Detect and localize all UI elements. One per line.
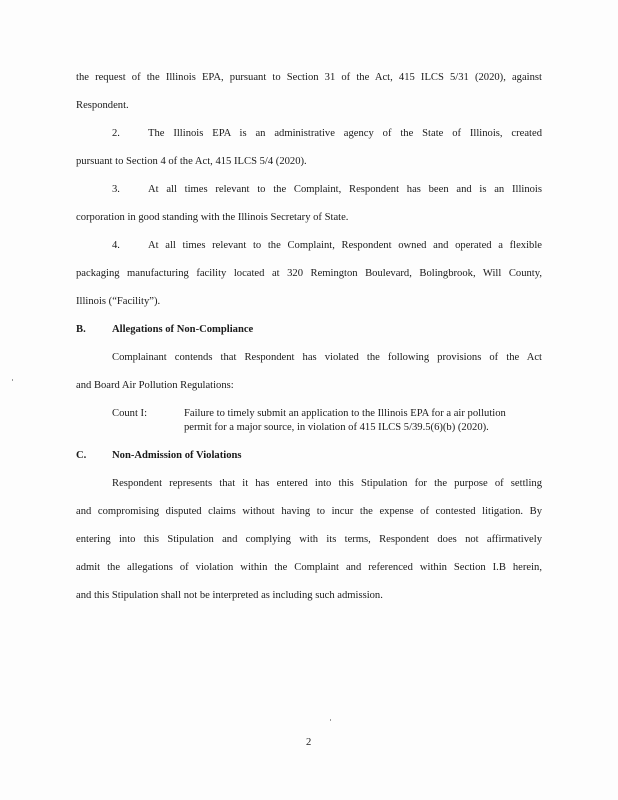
body-text-line: admit the allegations of violation within the Complaint and referenced within Section I.B herein, <box>76 562 542 573</box>
body-text-line: the request of the Illinois EPA, pursuant to Section 31 of the Act, 415 ILCS 5/31 (2020), against <box>76 72 542 83</box>
section-heading: Allegations of Non-Compliance <box>112 324 254 335</box>
section-letter: C. <box>76 450 87 461</box>
paragraph-number: 4. <box>112 240 120 251</box>
page-number: 2 <box>306 737 312 748</box>
body-text-line: entering into this Stipulation and complying with its terms, Respondent does not affirmatively <box>76 534 542 545</box>
count-label: Count I: <box>112 408 148 419</box>
body-text-line: The Illinois EPA is an administrative agency of the State of Illinois, created <box>148 128 542 139</box>
body-text-line: Complainant contends that Respondent has violated the following provisions of the Act <box>112 352 542 363</box>
paragraph-number: 3. <box>112 184 120 195</box>
body-text-line: corporation in good standing with the Illinois Secretary of State. <box>76 212 349 223</box>
body-text-line: Respondent represents that it has entered into this Stipulation for the purpose of settling <box>112 478 542 489</box>
section-heading: Non-Admission of Violations <box>112 450 242 461</box>
paragraph-number: 2. <box>112 128 120 139</box>
scan-speck <box>12 379 13 381</box>
body-text-line: Respondent. <box>76 100 129 111</box>
body-text-line: At all times relevant to the Complaint, Respondent owned and operated a flexible <box>148 240 542 251</box>
body-text-line: pursuant to Section 4 of the Act, 415 ILCS 5/4 (2020). <box>76 156 307 167</box>
body-text-line: and this Stipulation shall not be interpreted as including such admission. <box>76 590 383 601</box>
body-text-line: Illinois (“Facility”). <box>76 296 161 307</box>
section-letter: B. <box>76 324 86 335</box>
body-text-line: and compromising disputed claims without having to incur the expense of contested litigation. By <box>76 506 542 517</box>
body-text-line: At all times relevant to the Complaint, Respondent has been and is an Illinois <box>148 184 542 195</box>
count-text-line: Failure to timely submit an application to the Illinois EPA for a air pollution <box>184 408 506 419</box>
body-text-line: packaging manufacturing facility located at 320 Remington Boulevard, Bolingbrook, Will County, <box>76 268 542 279</box>
count-text-line: permit for a major source, in violation of 415 ILCS 5/39.5(6)(b) (2020). <box>184 422 489 433</box>
scan-speck <box>330 719 331 721</box>
body-text-line: and Board Air Pollution Regulations: <box>76 380 234 391</box>
